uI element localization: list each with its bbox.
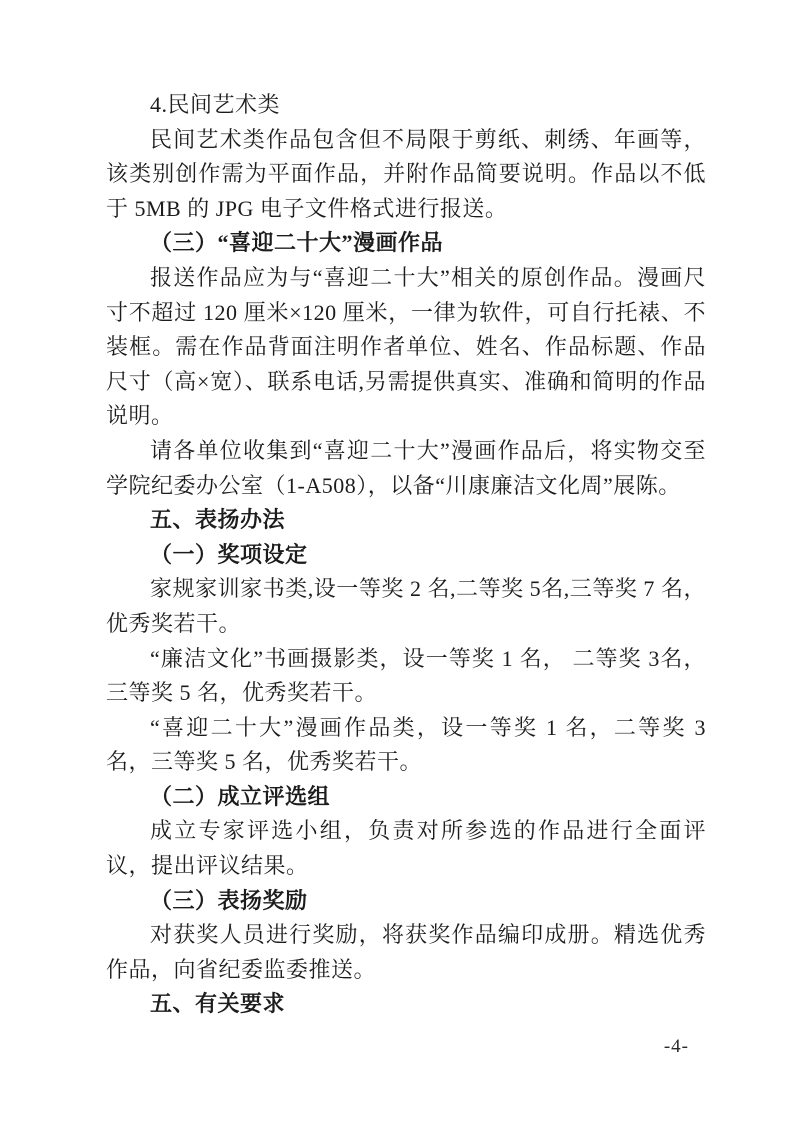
body-paragraph-cartoon-collection: 请各单位收集到“喜迎二十大”漫画作品后，将实物交至学院纪委办公室（1-A508），以备“川康廉洁文化周”展陈。 [106,437,706,498]
body-paragraph-selection-group-description: 成立专家评选小组，负责对所参选的作品进行全面评议，提出评议结果。 [106,818,706,879]
section-heading-cartoon-works: （三）“喜迎二十大”漫画作品 [150,230,444,256]
body-paragraph-folk-art-description: 民间艺术类作品包含但不局限于剪纸、刺绣、年画等，该类别创作需为平面作品，并附作品简要说明。作品以不低于 5MB 的 JPG 电子文件格式进行报送。 [106,126,706,221]
list-item-folk-art-category: 4.民间艺术类 [150,92,281,117]
section-heading-award-setup: （一）奖项设定 [150,541,308,567]
body-paragraph-cartoon-requirements: 报送作品应为与“喜迎二十大”相关的原创作品。漫画尺寸不超过 120 厘米×120 厘米，一律为软件，可自行托裱、不装框。需在作品背面注明作者单位、姓名、作品标题、作品尺寸（高×宽）、联系电话,另需提供真实、准确和简明的作品说明。 [106,264,706,429]
document-body [106,88,706,1022]
section-heading-commendation-measures: 五、表扬办法 [150,507,286,533]
section-heading-commendation-rewards: （三）表扬奖励 [150,887,308,913]
section-heading-related-requirements: 五、有关要求 [150,991,286,1017]
body-paragraph-rewards-description: 对获奖人员进行奖励，将获奖作品编印成册。精选优秀作品，向省纪委监委推送。 [106,922,706,982]
page-number: -4- [663,1036,689,1057]
section-heading-selection-group: （二）成立评选组 [150,783,331,809]
body-paragraph-cartoon-awards: “喜迎二十大”漫画作品类，设一等奖 1 名，二等奖 3名，三等奖 5 名，优秀奖若干。 [106,714,706,775]
body-paragraph-family-rules-awards: 家规家训家书类,设一等奖 2 名,二等奖 5名,三等奖 7 名，优秀奖若干。 [106,576,706,636]
body-paragraph-integrity-culture-awards: “廉洁文化”书画摄影类，设一等奖 1 名， 二等奖 3名，三等奖 5 名，优秀奖若干。 [106,645,706,706]
